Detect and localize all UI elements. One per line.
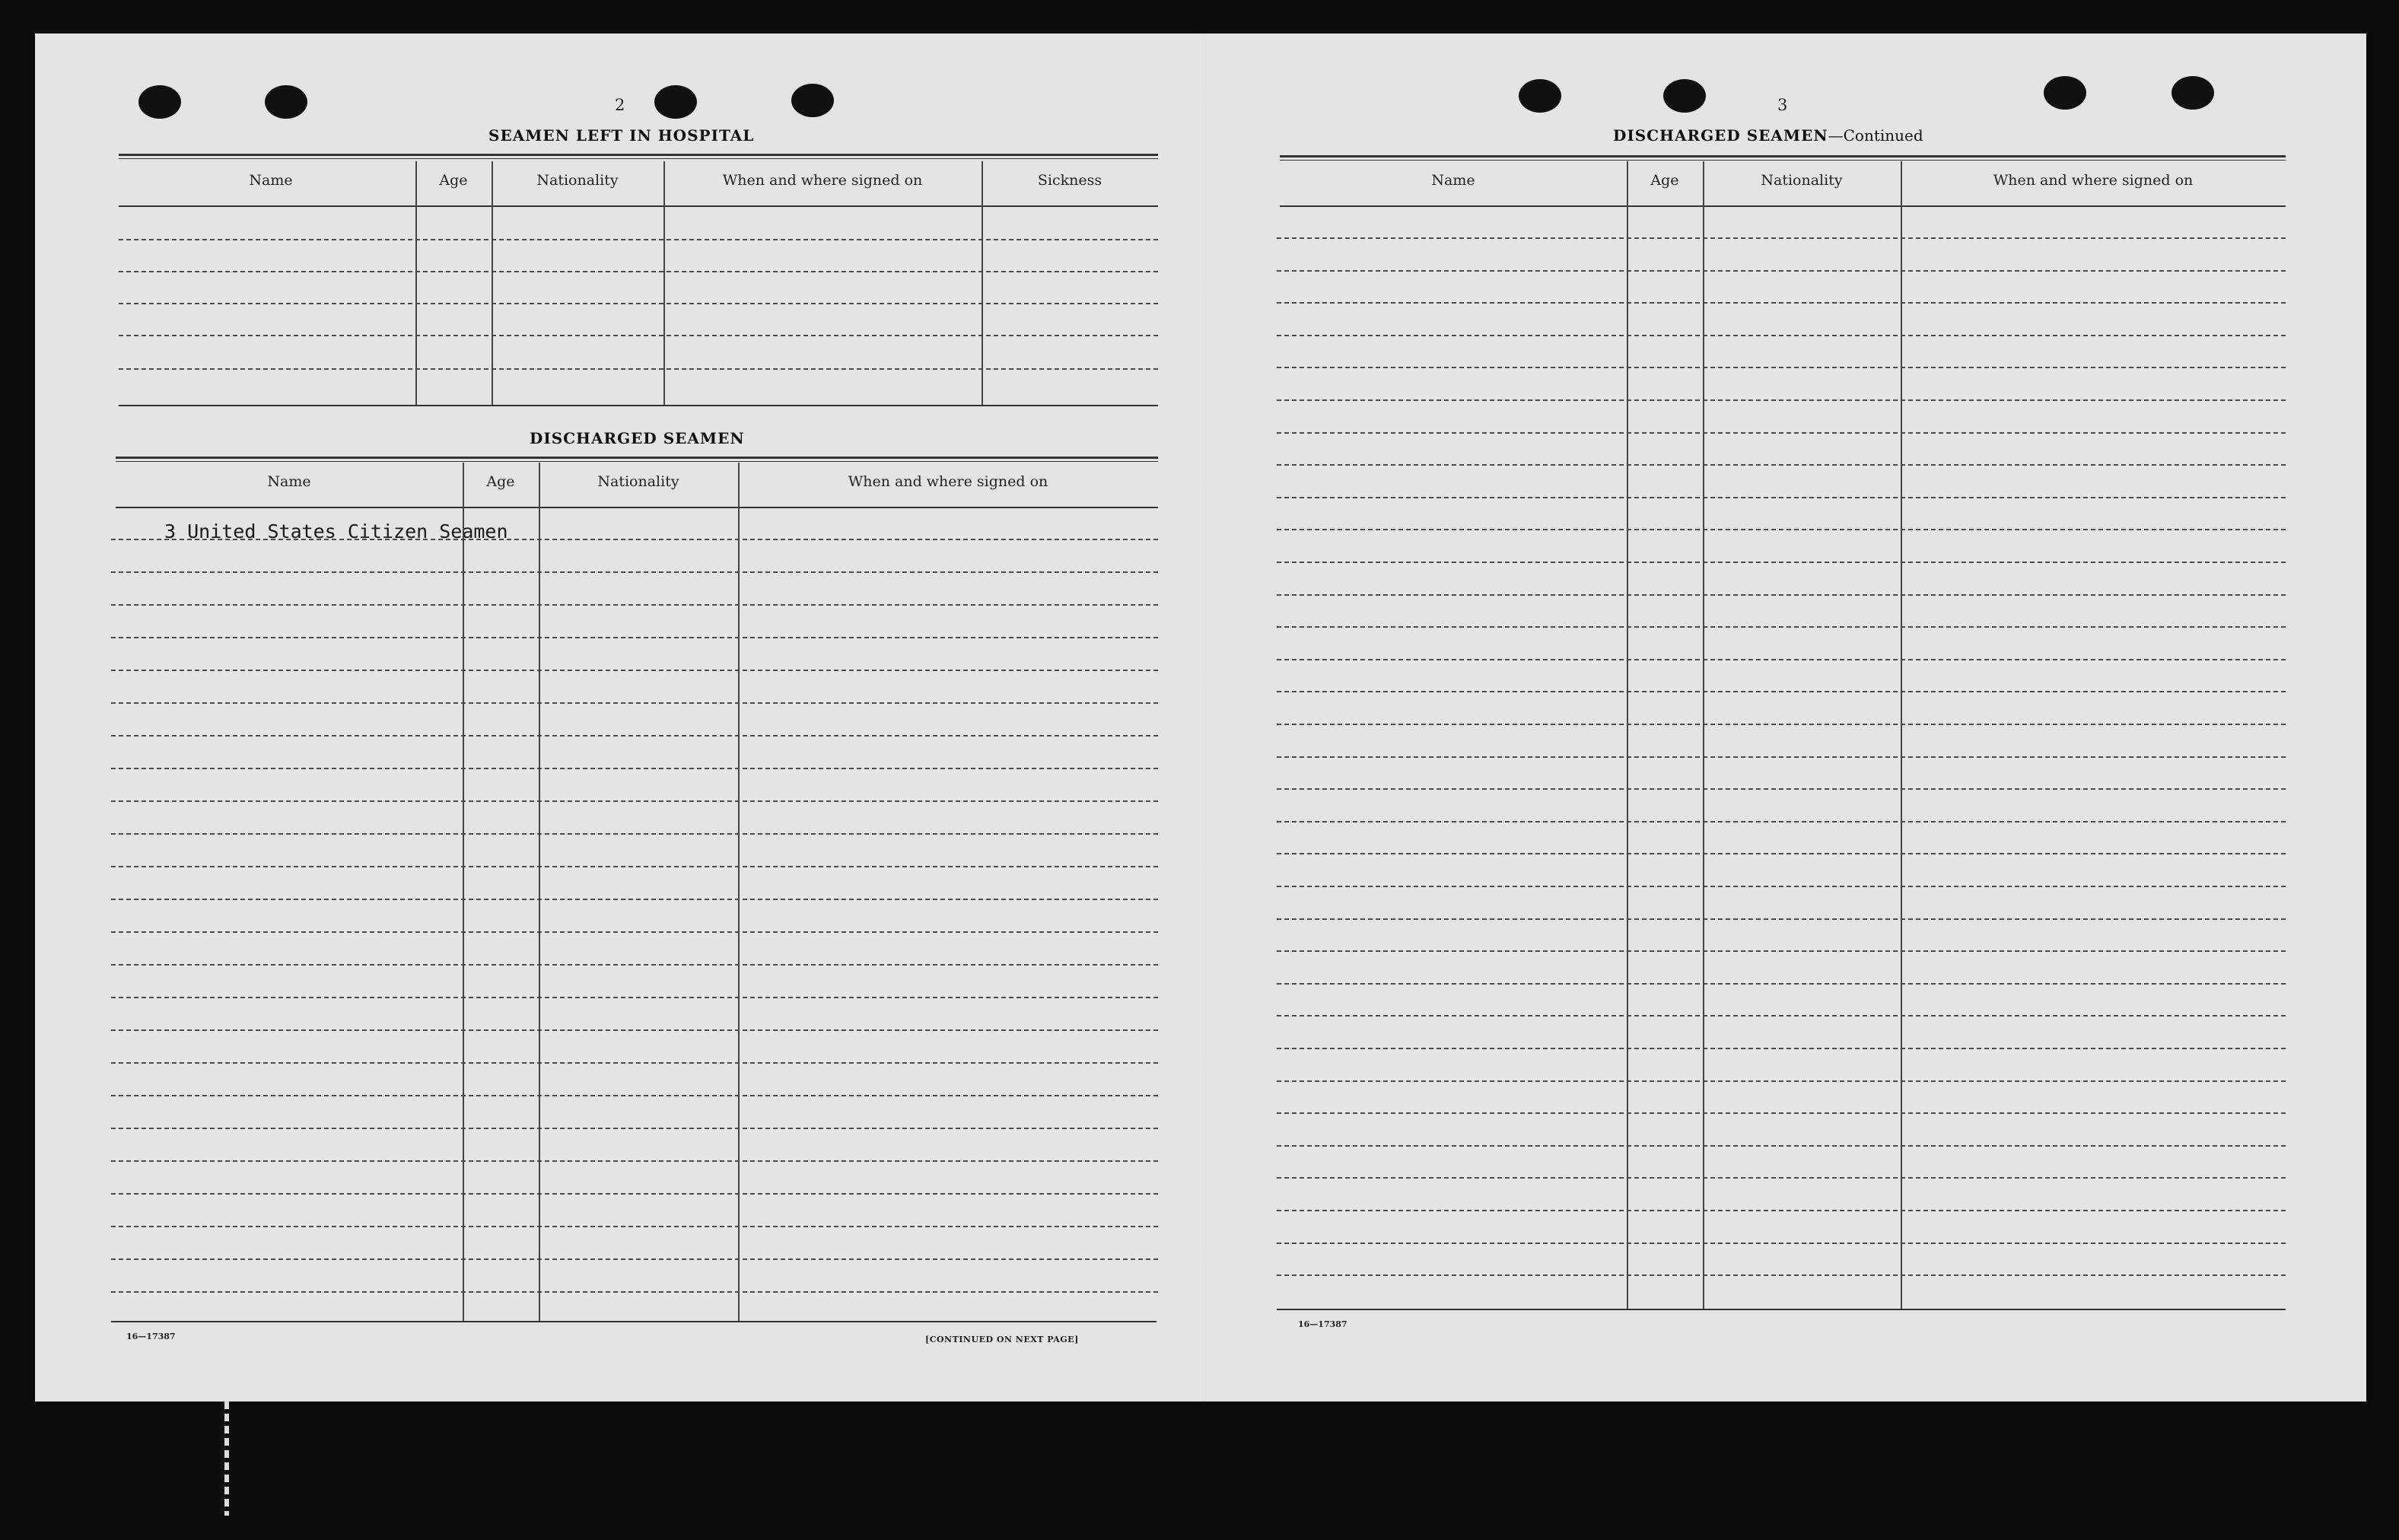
row-line bbox=[111, 604, 1158, 606]
column-divider bbox=[1901, 161, 1902, 1309]
section-title: DISCHARGED SEAMEN bbox=[530, 429, 745, 447]
seamen-entry: 3 United States Citizen Seamen bbox=[164, 520, 508, 542]
row-line bbox=[111, 637, 1158, 638]
form-number: 16—17387 bbox=[126, 1332, 176, 1341]
row-line bbox=[111, 1226, 1158, 1227]
row-line bbox=[1277, 335, 2286, 336]
row-line bbox=[1277, 886, 2286, 887]
row-line bbox=[111, 539, 1158, 540]
column-header: When and where signed on bbox=[848, 473, 1048, 490]
double-rule bbox=[116, 457, 1158, 462]
row-line bbox=[1277, 1274, 2286, 1276]
row-line bbox=[1277, 1145, 2286, 1147]
bottom-rule bbox=[1277, 1309, 2286, 1310]
row-line bbox=[119, 303, 1158, 304]
punch-hole bbox=[2044, 76, 2086, 110]
column-divider bbox=[738, 463, 740, 1321]
column-header: Name bbox=[249, 172, 293, 189]
row-line bbox=[111, 899, 1158, 900]
row-line bbox=[1277, 1112, 2286, 1114]
row-line bbox=[1277, 562, 2286, 563]
bottom-rule bbox=[111, 1321, 1157, 1322]
double-rule bbox=[119, 154, 1158, 159]
column-header: Name bbox=[1431, 172, 1475, 189]
row-line bbox=[1277, 594, 2286, 596]
row-line bbox=[111, 1258, 1158, 1260]
row-line bbox=[111, 964, 1158, 966]
punch-hole bbox=[2172, 76, 2214, 110]
row-line bbox=[119, 368, 1158, 370]
row-line bbox=[111, 1029, 1158, 1031]
row-line bbox=[1277, 1242, 2286, 1244]
row-line bbox=[111, 1291, 1158, 1293]
column-header: Nationality bbox=[536, 172, 619, 189]
row-line bbox=[1277, 367, 2286, 368]
row-line bbox=[119, 335, 1158, 336]
center-fold bbox=[1203, 33, 1205, 1402]
row-line bbox=[1277, 756, 2286, 758]
section-title-main: DISCHARGED SEAMEN bbox=[1613, 126, 1828, 145]
row-line bbox=[111, 571, 1158, 573]
row-line bbox=[1277, 724, 2286, 725]
row-line bbox=[111, 800, 1158, 802]
row-line bbox=[1277, 237, 2286, 239]
row-line bbox=[1277, 1080, 2286, 1082]
row-line bbox=[1277, 1048, 2286, 1049]
row-line bbox=[1277, 950, 2286, 952]
row-line bbox=[1277, 270, 2286, 272]
column-header: Age bbox=[439, 172, 468, 189]
section-title bbox=[1613, 126, 1923, 145]
row-line bbox=[1277, 399, 2286, 401]
document-sheet bbox=[35, 33, 2366, 1402]
section-title-suffix: —Continued bbox=[1828, 126, 1923, 145]
bottom-rule bbox=[119, 405, 1158, 406]
row-line bbox=[1277, 497, 2286, 498]
column-header: Nationality bbox=[597, 473, 679, 490]
column-divider bbox=[663, 161, 665, 405]
paper-edge-fragment bbox=[224, 1402, 229, 1516]
punch-hole bbox=[1663, 79, 1706, 113]
row-line bbox=[1277, 626, 2286, 628]
row-line bbox=[119, 271, 1158, 272]
page-number: 3 bbox=[1777, 96, 1788, 114]
row-line bbox=[1277, 1177, 2286, 1179]
row-line bbox=[111, 1062, 1158, 1064]
column-header: When and where signed on bbox=[722, 172, 923, 189]
column-header: Age bbox=[1650, 172, 1679, 189]
column-header: Name bbox=[267, 473, 311, 490]
row-line bbox=[111, 997, 1158, 998]
row-line bbox=[111, 1128, 1158, 1129]
column-divider bbox=[1703, 161, 1704, 1309]
row-line bbox=[111, 670, 1158, 671]
row-line bbox=[1277, 691, 2286, 692]
row-line bbox=[111, 1193, 1158, 1195]
row-line bbox=[1277, 853, 2286, 854]
column-divider bbox=[982, 161, 983, 405]
row-line bbox=[1277, 1210, 2286, 1211]
section-title: SEAMEN LEFT IN HOSPITAL bbox=[488, 126, 755, 145]
row-line bbox=[1277, 302, 2286, 304]
row-line bbox=[119, 239, 1158, 240]
punch-hole bbox=[791, 84, 834, 117]
header-rule bbox=[1280, 205, 2286, 207]
form-number: 16—17387 bbox=[1298, 1319, 1347, 1329]
row-line bbox=[1277, 529, 2286, 530]
row-line bbox=[1277, 432, 2286, 434]
page-number: 2 bbox=[615, 96, 625, 114]
punch-hole bbox=[654, 85, 697, 119]
row-line bbox=[1277, 821, 2286, 822]
row-line bbox=[111, 768, 1158, 769]
row-line bbox=[1277, 659, 2286, 660]
column-header: Sickness bbox=[1037, 172, 1102, 189]
row-line bbox=[1277, 464, 2286, 466]
punch-hole bbox=[1519, 79, 1561, 113]
row-line bbox=[111, 702, 1158, 704]
header-rule bbox=[116, 507, 1158, 508]
header-rule bbox=[119, 205, 1158, 207]
column-divider bbox=[463, 463, 464, 1321]
row-line bbox=[1277, 983, 2286, 985]
continued-note: [CONTINUED ON NEXT PAGE] bbox=[925, 1335, 1079, 1344]
column-divider bbox=[539, 463, 540, 1321]
double-rule bbox=[1280, 155, 2286, 161]
column-header: Nationality bbox=[1761, 172, 1843, 189]
row-line bbox=[1277, 1015, 2286, 1017]
column-divider bbox=[1627, 161, 1628, 1309]
column-divider bbox=[415, 161, 417, 405]
row-line bbox=[111, 833, 1158, 835]
column-header: When and where signed on bbox=[1993, 172, 2194, 189]
row-line bbox=[1277, 788, 2286, 790]
column-divider bbox=[492, 161, 493, 405]
row-line bbox=[111, 1095, 1158, 1096]
row-line bbox=[1277, 918, 2286, 920]
row-line bbox=[111, 866, 1158, 867]
row-line bbox=[111, 735, 1158, 737]
row-line bbox=[111, 1160, 1158, 1162]
row-line bbox=[111, 931, 1158, 933]
punch-hole bbox=[265, 85, 307, 119]
punch-hole bbox=[138, 85, 181, 119]
column-header: Age bbox=[486, 473, 515, 490]
